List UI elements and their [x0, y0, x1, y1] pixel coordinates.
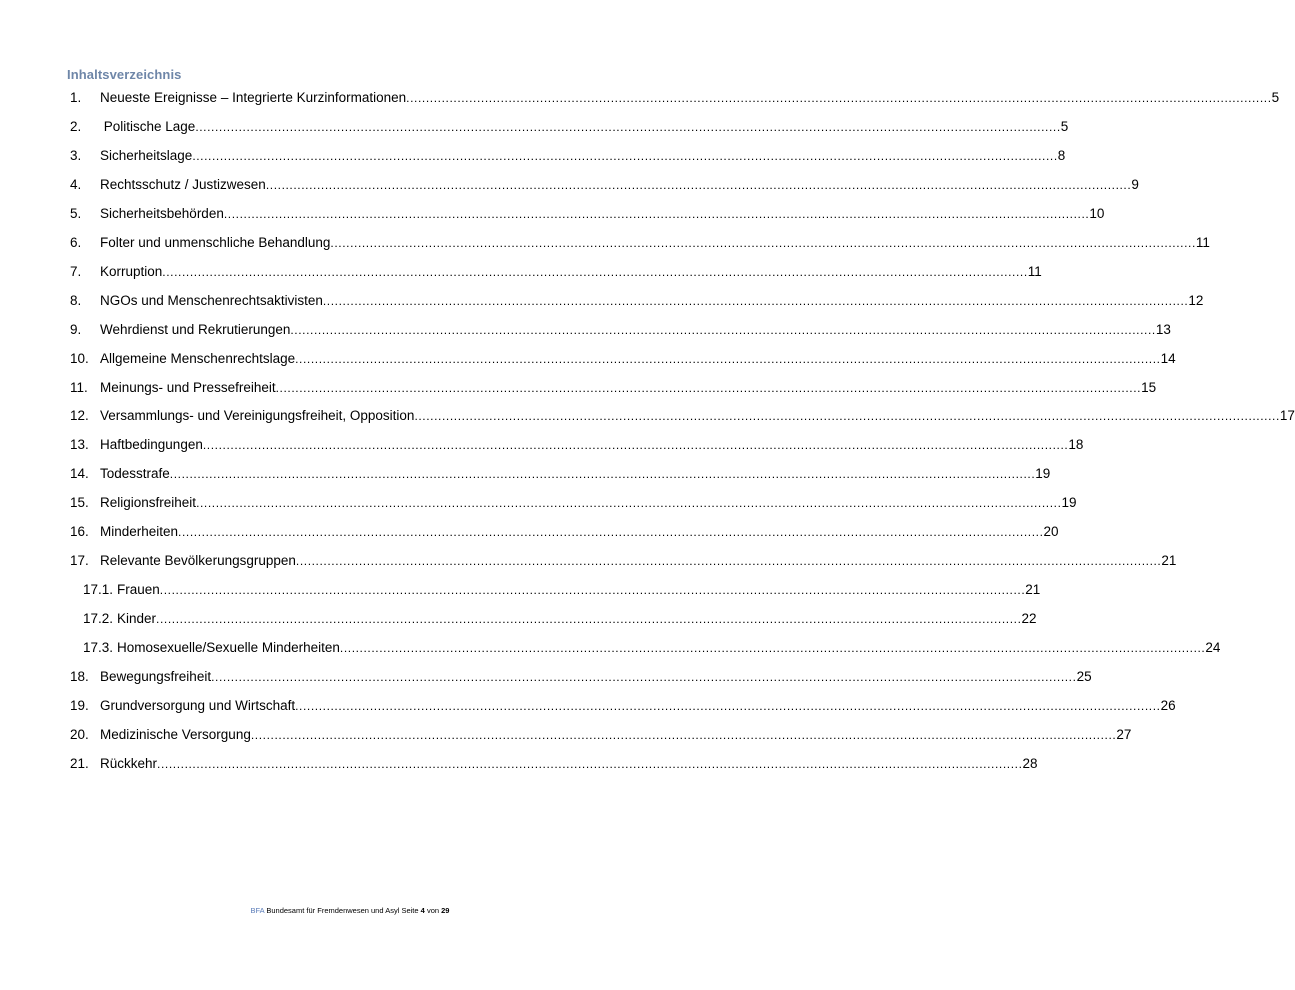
toc-entry[interactable]	[0, 378, 1157, 398]
toc-entry-number: 6.	[70, 234, 82, 250]
toc-entry-number: 18.	[70, 669, 89, 684]
toc-leader-dots: ............................................................................................................................................................................................................................	[330, 235, 1196, 250]
toc-leader-dots: ............................................................................................................................................................................................................................	[339, 641, 1206, 656]
toc-leader-dots: ............................................................................................................................................................................................................................	[295, 698, 1161, 713]
toc-entry-page: 19	[1061, 495, 1077, 511]
toc-leader-dots: ............................................................................................................................................................................................................................	[250, 727, 1117, 742]
toc-leader-dots: ............................................................................................................................................................................................................................	[295, 554, 1162, 569]
toc-entry-number: 15.	[70, 495, 89, 511]
toc-entry-label: Wehrdienst und Rekrutierungen	[100, 321, 291, 337]
toc-leader-dots: ............................................................................................................................................................................................................................	[211, 670, 1077, 684]
footer-brand: BFA	[250, 906, 265, 915]
toc-entry-label: Sicherheitslage	[100, 147, 193, 163]
toc-leader-dots: ............................................................................................................................................................................................................................	[195, 119, 1061, 134]
toc-entry-page: 22	[1021, 611, 1037, 627]
toc-entry-label: Relevante Bevölkerungsgruppen	[100, 553, 296, 569]
footer-page-word: Seite	[401, 906, 419, 915]
toc-entry-label: NGOs und Menschenrechtsaktivisten	[100, 292, 323, 308]
toc-entry-number: 1.	[70, 90, 82, 105]
toc-entry-number: 8.	[70, 292, 82, 308]
toc-entry-label: Medizinische Versorgung	[100, 726, 251, 742]
toc-entry-label: Homosexuelle/Sexuelle Minderheiten	[117, 640, 340, 656]
toc-entry-page: 15	[1141, 379, 1157, 395]
toc-leader-dots: ............................................................................................................................................................................................................................	[275, 380, 1142, 395]
toc-entry-label: Rückkehr	[100, 755, 158, 771]
toc-leader-dots: ............................................................................................................................................................................................................................	[162, 264, 1028, 279]
toc-entry[interactable]	[0, 349, 1176, 369]
toc-entry[interactable]	[0, 406, 1295, 426]
toc-leader-dots: ............................................................................................................................................................................................................................	[178, 525, 1044, 540]
toc-entry-page: 13	[1155, 321, 1171, 337]
toc-entry-number: 3.	[70, 147, 82, 163]
toc-entry[interactable]	[0, 175, 1139, 195]
toc-entry-page: 27	[1116, 726, 1132, 742]
toc-leader-dots: ............................................................................................................................................................................................................................	[196, 496, 1062, 511]
toc-entry-number: 5.	[70, 205, 82, 221]
toc-entry-page: 21	[1025, 582, 1041, 598]
toc-leader-dots: ............................................................................................................................................................................................................................	[223, 206, 1090, 221]
toc-entry-label: Allgemeine Menschenrechtslage	[100, 350, 296, 366]
toc-leader-dots: ............................................................................................................................................................................................................................	[414, 409, 1280, 424]
toc-entry-page: 28	[1022, 755, 1038, 771]
toc-entry-page: 19	[1035, 466, 1051, 482]
toc-entry-label: Minderheiten	[100, 524, 179, 540]
toc-title: Inhaltsverzeichnis	[67, 67, 182, 82]
toc-entry-page: 11	[1027, 263, 1042, 279]
toc-entry-number: 7.	[70, 263, 82, 279]
toc-entry-label: Kinder	[117, 611, 157, 627]
toc-entry[interactable]	[0, 522, 1059, 542]
toc-entry[interactable]	[0, 696, 1176, 716]
toc-leader-dots: ............................................................................................................................................................................................................................	[202, 438, 1069, 453]
toc-entry[interactable]	[0, 609, 1037, 629]
toc-entry-number: 17.2.	[83, 611, 114, 627]
toc-leader-dots: ............................................................................................................................................................................................................................	[192, 148, 1058, 163]
toc-entry-label: Korruption	[100, 263, 163, 279]
toc-entry[interactable]	[0, 725, 1132, 745]
toc-entry-number: 17.1.	[83, 582, 114, 598]
toc-entry-label: Grundversorgung und Wirtschaft	[100, 697, 296, 713]
toc-entry-label: Sicherheitsbehörden	[100, 205, 224, 221]
toc-entry-label: Rechtsschutz / Justizwesen	[100, 176, 266, 192]
toc-entry-page: 5	[1060, 118, 1069, 134]
toc-entry-number: 4.	[70, 176, 82, 192]
toc-entry-number: 14.	[70, 466, 89, 482]
toc-leader-dots: ............................................................................................................................................................................................................................	[156, 612, 1022, 627]
toc-entry[interactable]	[0, 204, 1105, 224]
toc-leader-dots: ............................................................................................................................................................................................................................	[406, 91, 1272, 105]
toc-entry[interactable]	[0, 146, 1066, 166]
toc-entry[interactable]	[0, 638, 1221, 658]
toc-entry[interactable]	[0, 233, 1210, 253]
toc-leader-dots: ............................................................................................................................................................................................................................	[159, 583, 1026, 598]
toc-entry-page: 9	[1131, 176, 1139, 192]
toc-entry-number: 20.	[70, 726, 89, 742]
toc-entry-page: 21	[1161, 553, 1177, 569]
toc-entry-number: 9.	[70, 321, 82, 337]
toc-entry-label: Frauen	[117, 582, 160, 598]
toc-entry[interactable]	[0, 551, 1177, 571]
toc-entry-page: 8	[1057, 147, 1066, 163]
toc-entry-number: 11.	[70, 379, 88, 395]
footer-org: Bundesamt für Fremdenwesen und Asyl	[266, 906, 400, 915]
toc-entry[interactable]	[0, 320, 1171, 340]
toc-entry-label: Meinungs- und Pressefreiheit	[100, 379, 276, 395]
toc-entry-page: 17	[1279, 408, 1295, 424]
toc-entry-label: Todesstrafe	[100, 466, 170, 482]
toc-entry-number: 19.	[70, 697, 89, 713]
toc-leader-dots: ............................................................................................................................................................................................................................	[265, 177, 1132, 192]
toc-entry[interactable]	[0, 291, 1204, 311]
toc-entry-page: 25	[1076, 669, 1092, 684]
toc-entry[interactable]	[0, 435, 1084, 455]
toc-entry-page: 5	[1271, 90, 1280, 105]
toc-entry-number: 17.3.	[83, 640, 114, 656]
toc-leader-dots: ............................................................................................................................................................................................................................	[169, 467, 1036, 482]
toc-entry[interactable]	[0, 493, 1077, 513]
toc-entry[interactable]	[0, 117, 1069, 137]
toc-entry-page: 14	[1160, 350, 1176, 366]
toc-leader-dots: ............................................................................................................................................................................................................................	[290, 322, 1156, 337]
toc-entry-number: 16.	[70, 524, 89, 540]
toc-entry-page: 24	[1205, 640, 1221, 656]
toc-entry-number: 2.	[70, 118, 82, 134]
toc-entry-label: Folter und unmenschliche Behandlung	[100, 234, 331, 250]
toc-entry[interactable]	[0, 667, 1092, 687]
toc-entry[interactable]	[0, 88, 1280, 108]
toc-entry[interactable]	[0, 262, 1042, 282]
toc-entry[interactable]	[0, 464, 1051, 484]
page-footer	[0, 906, 700, 915]
toc-entry[interactable]	[0, 580, 1041, 600]
toc-entry-label: Religionsfreiheit	[100, 495, 197, 511]
toc-entry-number: 13.	[70, 437, 89, 453]
toc-entry-label: Politische Lage	[100, 118, 196, 134]
toc-entry-page: 26	[1160, 697, 1176, 713]
toc-entry-number: 12.	[70, 408, 89, 424]
toc-entry-number: 17.	[70, 553, 89, 569]
toc-entry-page: 11	[1195, 234, 1210, 250]
footer-page-current: 4	[420, 906, 425, 915]
footer-page-total: 29	[441, 906, 450, 915]
toc-entry-label: Neueste Ereignisse – Integrierte Kurzinformationen	[100, 90, 407, 105]
toc-entry-number: 10.	[70, 350, 89, 366]
toc-entry-number: 21.	[70, 755, 89, 771]
toc-entry-page: 12	[1188, 292, 1204, 308]
footer-of-word: von	[426, 906, 440, 915]
toc-leader-dots: ............................................................................................................................................................................................................................	[157, 756, 1023, 771]
toc-entry-page: 10	[1089, 205, 1105, 221]
toc-entry-label: Versammlungs- und Vereinigungsfreiheit, Opposition	[100, 408, 415, 424]
toc-leader-dots: ............................................................................................................................................................................................................................	[322, 293, 1189, 308]
toc-entry[interactable]	[0, 754, 1038, 774]
toc-entry-label: Bewegungsfreiheit	[100, 669, 212, 684]
toc-entry-page: 18	[1068, 437, 1084, 453]
toc-entry-page: 20	[1043, 524, 1059, 540]
toc-entry-label: Haftbedingungen	[100, 437, 203, 453]
toc-leader-dots: ............................................................................................................................................................................................................................	[295, 351, 1161, 366]
